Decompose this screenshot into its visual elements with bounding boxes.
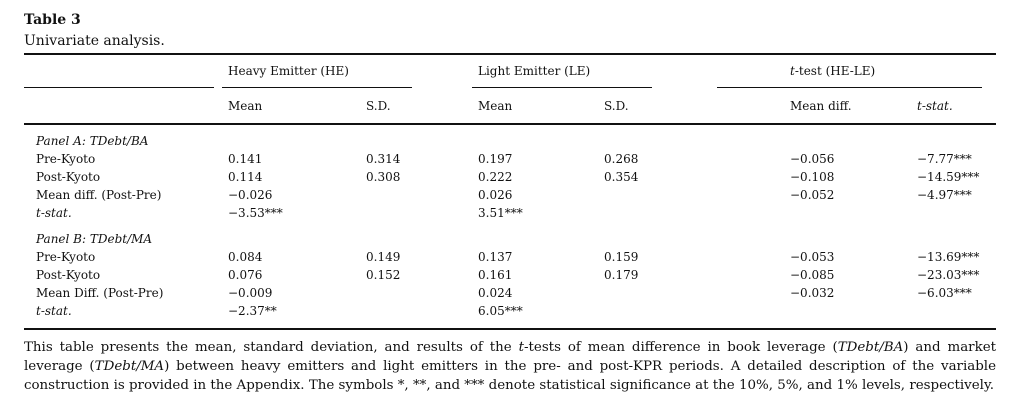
col-he-mean: Mean bbox=[228, 99, 263, 113]
panel-b-row2-le-mean: 0.024 bbox=[478, 286, 513, 300]
panel-a-row1-le-mean: 0.222 bbox=[478, 170, 513, 184]
panel-b-row3-le-mean: 6.05*** bbox=[478, 304, 523, 318]
panel-a-row0-le-sd: 0.268 bbox=[604, 152, 639, 166]
ttest-t: t bbox=[790, 64, 795, 78]
panel-b-row1-he-sd: 0.152 bbox=[366, 268, 401, 282]
panel-a-row2-le-mean: 0.026 bbox=[478, 188, 513, 202]
note-italic-1: t bbox=[518, 340, 524, 355]
note-italic-2: TDebt/BA bbox=[837, 340, 904, 355]
panel-a-row3-he-mean: −3.53*** bbox=[228, 206, 283, 220]
panel-a-row0-le-mean: 0.197 bbox=[478, 152, 513, 166]
panel-b-row2-label: Mean Diff. (Post-Pre) bbox=[36, 286, 164, 300]
top-rule bbox=[24, 53, 996, 55]
bottom-rule bbox=[24, 328, 996, 330]
col-le-mean: Mean bbox=[478, 99, 513, 113]
panel-a-row2-diff: −0.052 bbox=[790, 188, 835, 202]
table-subtitle: Univariate analysis. bbox=[24, 33, 165, 49]
col-tstat: t-stat. bbox=[917, 99, 953, 113]
panel-a-row2-he-mean: −0.026 bbox=[228, 188, 273, 202]
panel-a-row1-he-mean: 0.114 bbox=[228, 170, 263, 184]
group-rule-le bbox=[472, 87, 652, 88]
panel-a-row2-label: Mean diff. (Post-Pre) bbox=[36, 188, 162, 202]
group-header-he: Heavy Emitter (HE) bbox=[228, 64, 349, 78]
panel-a-row1-tstat: −14.59*** bbox=[917, 170, 980, 184]
panel-a-row0-label: Pre-Kyoto bbox=[36, 152, 96, 166]
table-title: Table 3 bbox=[24, 12, 81, 28]
panel-b-row1-diff: −0.085 bbox=[790, 268, 835, 282]
col-le-sd: S.D. bbox=[604, 99, 629, 113]
panel-b-row2-diff: −0.032 bbox=[790, 286, 835, 300]
panel-a-row1-diff: −0.108 bbox=[790, 170, 835, 184]
panel-a-row0-diff: −0.056 bbox=[790, 152, 835, 166]
panel-b-row0-label: Pre-Kyoto bbox=[36, 250, 96, 264]
header-rule bbox=[24, 123, 996, 125]
panel-b-row0-he-mean: 0.084 bbox=[228, 250, 263, 264]
panel-b-row1-tstat: −23.03*** bbox=[917, 268, 980, 282]
group-header-ttest bbox=[790, 64, 875, 78]
note-part-1: This table presents the mean, standard deviation, and results of the bbox=[24, 340, 519, 355]
note-part-2: -tests of mean difference in book leverage ( bbox=[523, 340, 838, 355]
panel-b-row3-label: t-stat. bbox=[36, 304, 72, 318]
panel-b-row0-tstat: −13.69*** bbox=[917, 250, 980, 264]
panel-a-row1-he-sd: 0.308 bbox=[366, 170, 401, 184]
panel-a-row1-label: Post-Kyoto bbox=[36, 170, 101, 184]
ttest-rest: -test (HE-LE) bbox=[794, 64, 876, 78]
col-he-sd: S.D. bbox=[366, 99, 391, 113]
panel-a-row3-le-mean: 3.51*** bbox=[478, 206, 523, 220]
panel-b-row2-he-mean: −0.009 bbox=[228, 286, 273, 300]
col-mean-diff: Mean diff. bbox=[790, 99, 852, 113]
panel-b-row0-le-mean: 0.137 bbox=[478, 250, 513, 264]
group-header-le: Light Emitter (LE) bbox=[478, 64, 591, 78]
note-italic-3: TDebt/MA bbox=[94, 359, 165, 374]
panel-b-row0-le-sd: 0.159 bbox=[604, 250, 639, 264]
note-part-3: ) and market leverage ( bbox=[24, 340, 996, 374]
panel-a-row0-he-mean: 0.141 bbox=[228, 152, 263, 166]
panel-a-row0-he-sd: 0.314 bbox=[366, 152, 401, 166]
panel-a-label: Panel A: TDebt/BA bbox=[36, 134, 149, 148]
panel-a-row2-tstat: −4.97*** bbox=[917, 188, 972, 202]
note-part-4: ) between heavy emitters and light emitters in the pre- and post-KPR periods. A detailed description of the variable construction is provided in the Appendix. The symbols *, **, and *** denote statistical significance at the 10%, 5%, and 1% levels, respectively. bbox=[24, 359, 996, 393]
group-rule-row-label bbox=[24, 87, 214, 88]
panel-b-row1-he-mean: 0.076 bbox=[228, 268, 263, 282]
panel-b-row0-diff: −0.053 bbox=[790, 250, 835, 264]
panel-b-row1-label: Post-Kyoto bbox=[36, 268, 101, 282]
panel-b-row0-he-sd: 0.149 bbox=[366, 250, 401, 264]
panel-b-row1-le-mean: 0.161 bbox=[478, 268, 513, 282]
table-note bbox=[24, 338, 996, 395]
panel-a-row1-le-sd: 0.354 bbox=[604, 170, 639, 184]
panel-b-row1-le-sd: 0.179 bbox=[604, 268, 639, 282]
group-rule-ttest bbox=[717, 87, 982, 88]
panel-b-label: Panel B: TDebt/MA bbox=[36, 232, 153, 246]
panel-a-row3-label: t-stat. bbox=[36, 206, 72, 220]
panel-b-row2-tstat: −6.03*** bbox=[917, 286, 972, 300]
group-rule-he bbox=[222, 87, 412, 88]
panel-a-row0-tstat: −7.77*** bbox=[917, 152, 972, 166]
panel-b-row3-he-mean: −2.37** bbox=[228, 304, 277, 318]
